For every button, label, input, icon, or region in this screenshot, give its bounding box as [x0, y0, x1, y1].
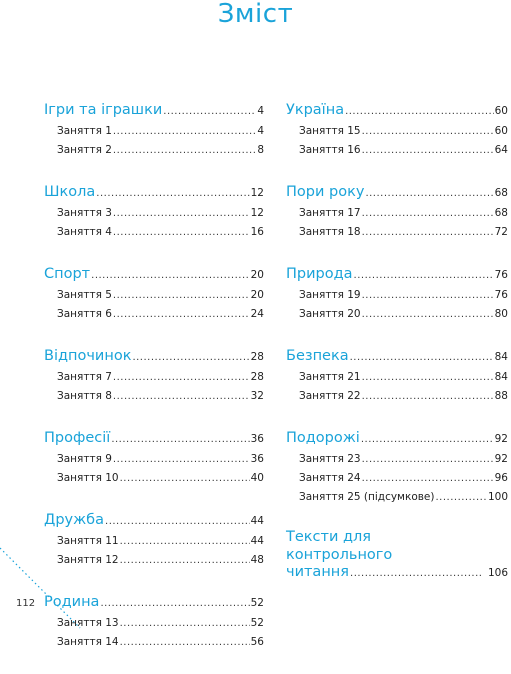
toc-section	[44, 100, 264, 160]
toc-section	[286, 346, 508, 406]
dot-leader	[113, 306, 250, 324]
section-heading[interactable]	[44, 100, 264, 122]
lesson-page: 84	[494, 371, 508, 383]
dot-leader	[120, 615, 250, 633]
lesson-page: 36	[250, 453, 264, 465]
lesson-entry[interactable]	[286, 204, 508, 223]
section-title: Природа	[286, 266, 353, 282]
lesson-label: Заняття 17	[299, 207, 361, 219]
lesson-entry[interactable]	[286, 305, 508, 324]
lesson-page: 56	[250, 636, 264, 648]
lesson-page: 96	[494, 472, 508, 484]
toc-section	[286, 428, 508, 507]
lesson-label: Заняття 2	[57, 144, 112, 156]
lesson-page: 88	[494, 390, 508, 402]
toc-section	[44, 182, 264, 242]
section-page: 20	[250, 269, 264, 281]
dot-leader	[113, 205, 250, 223]
section-heading[interactable]	[286, 428, 508, 450]
lesson-page: 12	[250, 207, 264, 219]
dot-leader	[362, 123, 494, 141]
dot-leader	[120, 634, 250, 652]
lesson-entry[interactable]	[286, 286, 508, 305]
toc-section	[44, 428, 264, 488]
lesson-page: 24	[250, 308, 264, 320]
lesson-label: Заняття 8	[57, 390, 112, 402]
dot-leader	[362, 470, 494, 488]
dot-leader	[362, 287, 494, 305]
lesson-label: Заняття 21	[299, 371, 361, 383]
dot-leader	[113, 287, 250, 305]
lesson-page: 8	[257, 144, 264, 156]
section-page: 52	[250, 597, 264, 609]
lesson-label: Заняття 18	[299, 226, 361, 238]
lesson-label: Заняття 24	[299, 472, 361, 484]
section-title: Україна	[286, 102, 345, 118]
lesson-entry[interactable]	[286, 122, 508, 141]
lesson-page: 92	[494, 453, 508, 465]
lesson-entry[interactable]	[44, 305, 264, 324]
lesson-label: Заняття 16	[299, 144, 361, 156]
dot-leader	[362, 205, 494, 223]
lesson-page: 48	[250, 554, 264, 566]
lesson-label: Заняття 23	[299, 453, 361, 465]
lesson-label: Заняття 12	[57, 554, 119, 566]
section-heading[interactable]	[44, 510, 264, 532]
section-heading[interactable]	[44, 346, 264, 368]
lesson-entry[interactable]	[286, 450, 508, 469]
dot-leader	[113, 224, 250, 242]
toc-section	[286, 100, 508, 160]
dot-leader	[132, 347, 249, 368]
dot-leader	[113, 369, 250, 387]
section-title: Професії	[44, 430, 111, 446]
lesson-page: 4	[257, 125, 264, 137]
lesson-page: 72	[494, 226, 508, 238]
section-page: 68	[494, 187, 508, 199]
lesson-page: 44	[250, 535, 264, 547]
lesson-label: Заняття 7	[57, 371, 112, 383]
section-heading[interactable]	[44, 428, 264, 450]
dot-leader	[113, 142, 256, 160]
dot-leader	[113, 123, 256, 141]
lesson-page: 60	[494, 125, 508, 137]
toc-section	[44, 346, 264, 406]
lesson-entry[interactable]	[286, 387, 508, 406]
lesson-label: Заняття 10	[57, 472, 119, 484]
lesson-entry[interactable]	[44, 122, 264, 141]
section-page: 106	[487, 567, 508, 579]
lesson-page: 76	[494, 289, 508, 301]
lesson-label: Заняття 22	[299, 390, 361, 402]
lesson-entry[interactable]	[44, 204, 264, 223]
dot-leader	[345, 101, 494, 122]
section-title: Школа	[44, 184, 96, 200]
lesson-entry[interactable]	[44, 387, 264, 406]
toc-section-control-reading[interactable]	[286, 529, 508, 583]
section-page: 12	[250, 187, 264, 199]
dot-leader	[96, 183, 249, 204]
lesson-label: Заняття 4	[57, 226, 112, 238]
lesson-page: 28	[250, 371, 264, 383]
lesson-label: Заняття 1	[57, 125, 112, 137]
section-page: 84	[494, 351, 508, 363]
section-title: Пори року	[286, 184, 365, 200]
section-title: Подорожі	[286, 430, 360, 446]
section-page: 36	[250, 433, 264, 445]
section-title: Безпека	[286, 348, 349, 364]
section-page: 92	[494, 433, 508, 445]
section-heading[interactable]	[44, 264, 264, 286]
section-title-line: Тексти для	[286, 529, 372, 545]
lesson-page: 68	[494, 207, 508, 219]
toc-section	[44, 264, 264, 324]
dot-leader	[120, 552, 250, 570]
lesson-label: Заняття 14	[57, 636, 119, 648]
lesson-label: Заняття 11	[57, 535, 119, 547]
decorative-dotted-line	[0, 540, 90, 630]
dot-leader	[350, 565, 481, 583]
lesson-entry[interactable]	[286, 488, 508, 507]
lesson-label: Заняття 3	[57, 207, 112, 219]
section-page: 4	[257, 105, 264, 117]
lesson-entry[interactable]	[44, 450, 264, 469]
toc-section	[286, 264, 508, 324]
lesson-entry[interactable]	[44, 633, 264, 652]
dot-leader	[100, 593, 249, 614]
section-page: 60	[494, 105, 508, 117]
section-heading[interactable]	[44, 182, 264, 204]
toc-section	[286, 182, 508, 242]
lesson-entry[interactable]	[286, 223, 508, 242]
dot-leader	[362, 224, 494, 242]
page-number: 112	[16, 598, 36, 609]
lesson-label: Заняття 9	[57, 453, 112, 465]
section-page: 28	[250, 351, 264, 363]
dot-leader	[91, 265, 249, 286]
section-title: Відпочинок	[44, 348, 132, 364]
section-title: Родина	[44, 594, 100, 610]
section-title: Ігри та іграшки	[44, 102, 163, 118]
dot-leader	[120, 533, 250, 551]
section-heading[interactable]	[286, 264, 508, 286]
section-page: 76	[494, 269, 508, 281]
lesson-entry[interactable]	[44, 469, 264, 488]
section-heading	[286, 564, 508, 583]
lesson-page: 64	[494, 144, 508, 156]
lesson-page: 16	[250, 226, 264, 238]
lesson-page: 52	[250, 617, 264, 629]
lesson-entry[interactable]	[44, 368, 264, 387]
lesson-entry[interactable]	[44, 286, 264, 305]
lesson-page: 100	[487, 491, 508, 503]
dot-leader	[354, 265, 494, 286]
dot-leader	[362, 369, 494, 387]
lesson-entry[interactable]	[44, 141, 264, 160]
lesson-page: 40	[250, 472, 264, 484]
dot-leader	[113, 388, 250, 406]
lesson-page: 80	[494, 308, 508, 320]
lesson-label: Заняття 19	[299, 289, 361, 301]
dot-leader	[362, 388, 494, 406]
lesson-entry[interactable]	[286, 141, 508, 160]
dot-leader	[361, 429, 494, 450]
section-heading[interactable]	[286, 346, 508, 368]
section-title-line: читання	[286, 564, 350, 580]
page-title: Зміст	[217, 0, 294, 29]
lesson-label: Заняття 15	[299, 125, 361, 137]
dot-leader	[362, 306, 494, 324]
dot-leader	[163, 101, 256, 122]
dot-leader	[105, 511, 250, 532]
dot-leader	[113, 451, 250, 469]
section-title: Спорт	[44, 266, 91, 282]
section-heading[interactable]	[286, 100, 508, 122]
toc-right-column	[286, 100, 508, 605]
dot-leader	[111, 429, 249, 450]
lesson-label: Заняття 25 (підсумкове)	[299, 491, 435, 503]
lesson-label: Заняття 13	[57, 617, 119, 629]
lesson-page: 32	[250, 390, 264, 402]
lesson-label: Заняття 20	[299, 308, 361, 320]
lesson-entry[interactable]	[286, 469, 508, 488]
section-heading[interactable]	[286, 182, 508, 204]
lesson-label: Заняття 5	[57, 289, 112, 301]
section-page: 44	[250, 515, 264, 527]
dot-leader	[362, 142, 494, 160]
section-title: Дружба	[44, 512, 105, 528]
dot-leader	[362, 451, 494, 469]
lesson-page: 20	[250, 289, 264, 301]
lesson-entry[interactable]	[44, 223, 264, 242]
section-title-line: контрольного	[286, 546, 393, 563]
dot-leader	[350, 347, 494, 368]
dot-leader	[436, 489, 487, 507]
dot-leader	[365, 183, 493, 204]
lesson-label: Заняття 6	[57, 308, 112, 320]
dot-leader	[120, 470, 250, 488]
lesson-entry[interactable]	[286, 368, 508, 387]
